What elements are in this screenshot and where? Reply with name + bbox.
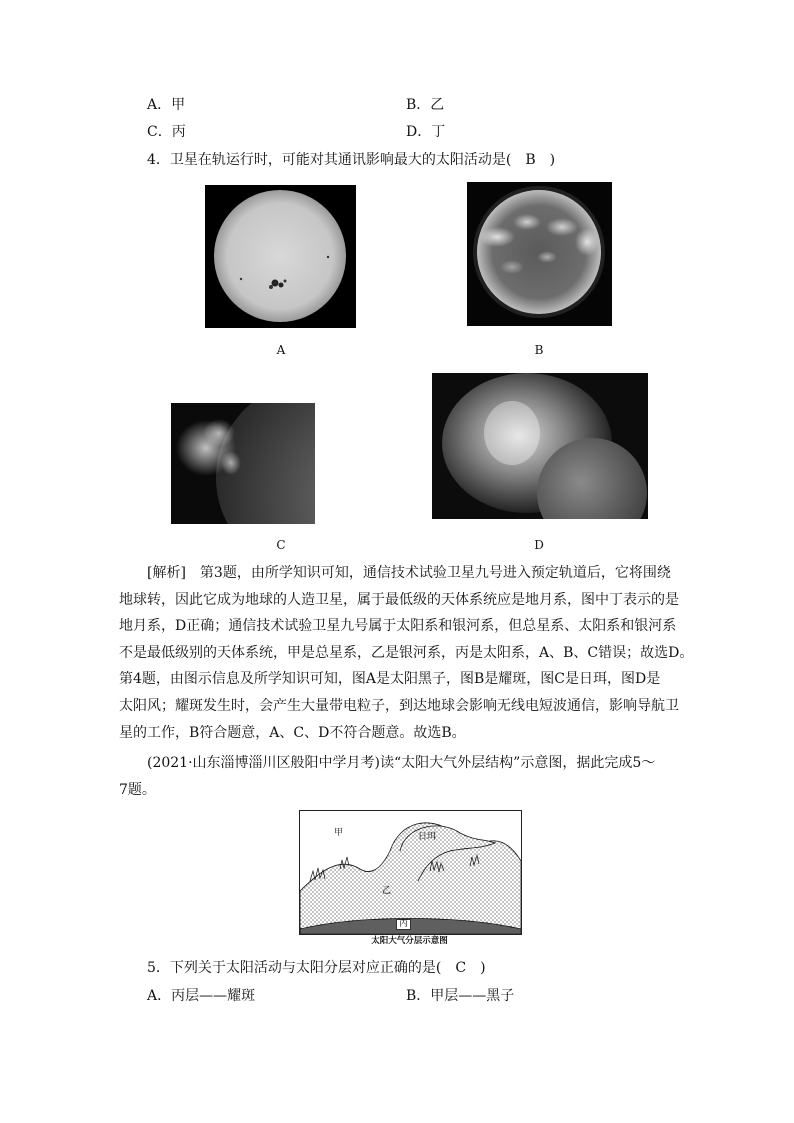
- question-4-stem: 4．卫星在轨运行时，可能对其通讯影响最大的太阳活动是( B ): [147, 152, 556, 168]
- analysis-line: 星的工作，B符合题意，A、C、D不符合题意。故选B。: [119, 724, 466, 741]
- caption-a: A: [276, 343, 286, 357]
- q5-option-a: A．丙层——耀斑: [147, 988, 256, 1004]
- option-b: B．乙: [406, 97, 445, 113]
- analysis-line: 地球转，因此它成为地球的人造卫星，属于最低级的天体系统应是地月系，图中丁表示的是: [119, 591, 679, 608]
- option-c: C．丙: [147, 124, 186, 140]
- caption-b: B: [534, 343, 544, 357]
- option-a: A．甲: [147, 97, 186, 113]
- source-line: 7题。: [119, 781, 156, 798]
- question-5-stem: 5．下列关于太阳活动与太阳分层对应正确的是( C ): [147, 960, 486, 976]
- caption-c: C: [276, 538, 286, 552]
- option-d: D．丁: [406, 124, 446, 140]
- solar-wind-image: [432, 373, 648, 519]
- source-text: [119, 750, 687, 803]
- solar-atmosphere-diagram: [299, 810, 522, 935]
- analysis-text: [119, 560, 694, 746]
- analysis-line: [解析] 第3题，由所学知识可知，通信技术试验卫星九号进入预定轨道后，它将围绕: [147, 565, 671, 581]
- prominence-image: [171, 403, 315, 524]
- q5-option-b: B．甲层——黑子: [406, 988, 515, 1004]
- caption-d: D: [534, 538, 544, 552]
- diagram-caption: 太阳大气分层示意图: [371, 936, 448, 946]
- analysis-line: 第4题，由图示信息及所学知识可知，图A是太阳黑子，图B是耀斑，图C是日珥，图D是: [119, 671, 661, 688]
- label-prominence: 日珥: [418, 832, 437, 842]
- analysis-line: 不是最低级别的天体系统，甲是总星系，乙是银河系，丙是太阳系，A、B、C错误；故选D。: [119, 644, 694, 661]
- sunspot-image: [205, 185, 356, 328]
- analysis-line: 太阳风；耀斑发生时，会产生大量带电粒子，到达地球会影响无线电短波通信，影响导航卫: [119, 697, 679, 714]
- analysis-line: 地月系，D正确；通信技术试验卫星九号属于太阳系和银河系，但总星系、太阳系和银河系: [119, 618, 677, 635]
- solar-flare-image: [467, 182, 612, 326]
- label-yi: 乙: [382, 886, 392, 896]
- source-line: (2021·山东淄博淄川区般阳中学月考)读“太阳大气外层结构”示意图，据此完成5～: [147, 755, 656, 771]
- label-bing: 丙: [396, 919, 411, 930]
- label-jia: 甲: [334, 828, 344, 838]
